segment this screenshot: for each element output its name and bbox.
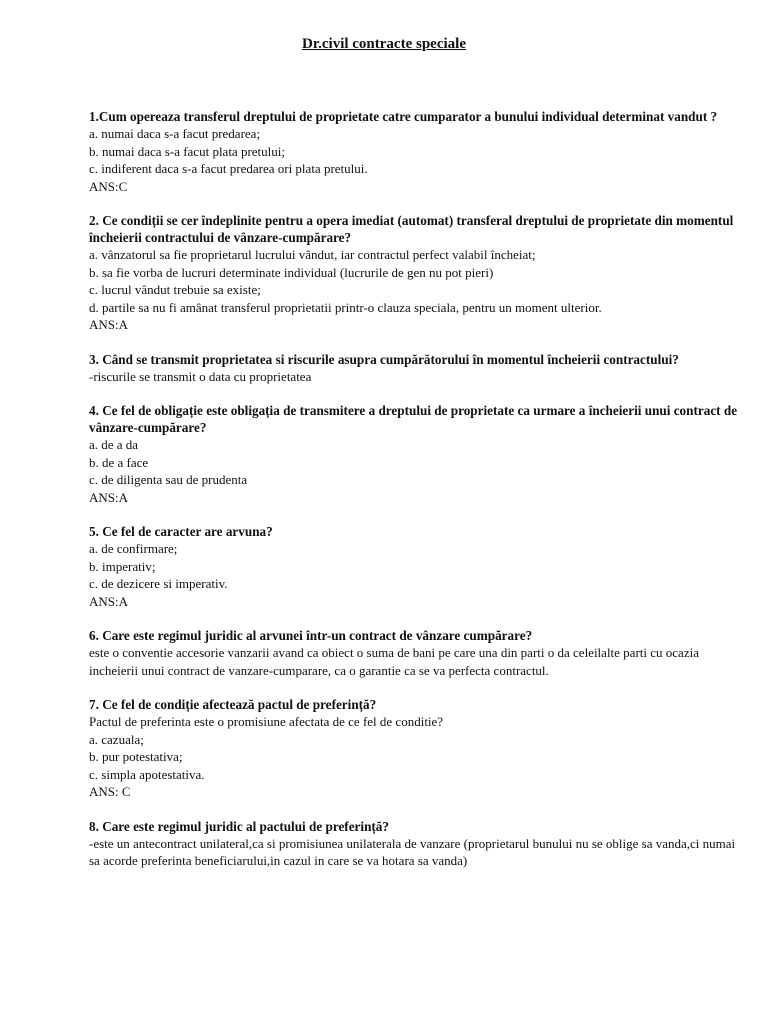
answer-line: a. de a da <box>89 437 139 452</box>
question-title: 6. Care este regimul juridic al arvunei într-un contract de vânzare cumpărare? <box>89 628 533 643</box>
answer-line: b. numai daca s-a facut plata pretului; <box>89 143 286 159</box>
question-block <box>89 523 739 610</box>
answer-line: c. indiferent daca s-a facut predarea ori plata pretului. <box>89 161 368 176</box>
question-block <box>89 402 739 506</box>
question-title: 1.Cum opereaza transferul dreptului de proprietate catre cumparator a bunului individual determinat vandut ? <box>89 109 718 124</box>
question-list <box>89 108 739 887</box>
question-title: 2. Ce condiții se cer îndeplinite pentru a opera imediat (automat) transferal dreptului de proprietate din momentul încheierii contractului de vânzare-cumpărare? <box>89 213 734 245</box>
question-block <box>89 108 739 195</box>
answer-line: b. imperativ; <box>89 558 156 574</box>
question-title: 4. Ce fel de obligație este obligația de transmitere a dreptului de proprietate ca urmare a încheierii unui contract de vânzare-cumpărare? <box>89 403 738 435</box>
question-title: 5. Ce fel de caracter are arvuna? <box>89 524 273 539</box>
answer-line: este o conventie accesorie vanzarii avand ca obiect o suma de bani pe care una din parti o da celeilalte parti cu ocazia incheierii unui contract de vanzare-cumparare, ca o garantie ca se va perfecta contractul. <box>89 645 699 678</box>
question-block <box>89 351 739 386</box>
question-block <box>89 212 739 334</box>
question-block <box>89 696 739 801</box>
question-title: 3. Când se transmit proprietatea si riscurile asupra cumpărătorului în momentul încheierii contractului? <box>89 351 679 367</box>
question-title: 7. Ce fel de condiție afectează pactul de preferință? <box>89 697 377 712</box>
answer-line: c. lucrul vândut trebuie sa existe; <box>89 282 261 297</box>
answer-line: a. vânzatorul sa fie proprietarul lucrului vândut, iar contractul perfect valabil încheiat; <box>89 247 536 262</box>
answer-key: ANS:C <box>89 178 128 194</box>
answer-key: ANS:A <box>89 489 129 505</box>
answer-line: b. de a face <box>89 454 149 470</box>
answer-key: ANS:A <box>89 593 129 609</box>
answer-line: -riscurile se transmit o data cu proprietatea <box>89 368 312 384</box>
answer-line: b. pur potestativa; <box>89 749 183 764</box>
answer-line: a. de confirmare; <box>89 541 178 556</box>
answer-line: a. numai daca s-a facut predarea; <box>89 126 261 141</box>
answer-line: b. sa fie vorba de lucruri determinate individual (lucrurile de gen nu pot pieri) <box>89 264 494 280</box>
question-title: 8. Care este regimul juridic al pactului de preferință? <box>89 818 389 834</box>
answer-key: ANS:A <box>89 317 129 332</box>
question-block <box>89 818 739 870</box>
answer-line: -este un antecontract unilateral,ca si promisiunea unilaterala de vanzare (proprietarul bunului nu se oblige sa vanda,ci numai sa acorde preferinta beneficiarului,in cazul in care se va hotara sa vanda) <box>89 835 736 868</box>
answer-line: a. cazuala; <box>89 731 144 747</box>
answer-line: c. de diligenta sau de prudenta <box>89 472 248 487</box>
answer-line: c. simpla apotestativa. <box>89 766 205 782</box>
answer-line: d. partile sa nu fi amânat transferul proprietatii printr-o clauza speciala, pentru un moment ulterior. <box>89 299 602 315</box>
document-title: Dr.civil contracte speciale <box>302 36 466 52</box>
answer-key: ANS: C <box>89 784 131 799</box>
answer-line: c. de dezicere si imperativ. <box>89 576 228 591</box>
answer-line: Pactul de preferinta este o promisiune afectata de ce fel de conditie? <box>89 714 444 729</box>
question-block <box>89 627 739 679</box>
